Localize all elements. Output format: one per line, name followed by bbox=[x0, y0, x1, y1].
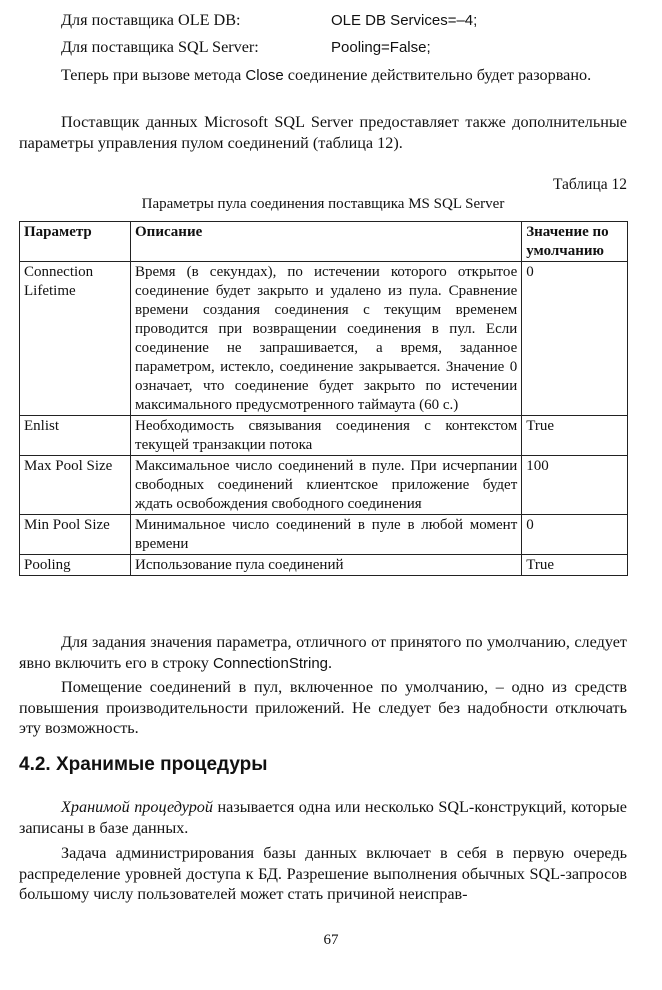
param-cell: Min Pool Size bbox=[20, 515, 131, 555]
param-cell: Pooling bbox=[20, 555, 131, 576]
intro-paragraph: Поставщик данных Microsoft SQL Server предоставляет также дополнительные параметры управления пулом соединений (таблица 12). bbox=[19, 113, 627, 152]
default-cell: 0 bbox=[522, 515, 628, 555]
table-row bbox=[20, 416, 628, 456]
header-param: Параметр bbox=[20, 222, 131, 262]
table-row bbox=[20, 515, 628, 555]
desc-cell: Время (в секундах), по истечении которого открытое соединение будет закрыто и удалено из пула. Сравнение времени создания соединения с текущим временем проводится при возвращении соединения в пул. Если соединение не запрашивается, а время, заданное параметром, истекло, соединение закрывается. Значение 0 означает, что соединение будет закрыто по истечении максимального предусмотренного таймаута (60 с.) bbox=[131, 262, 522, 416]
param-cell: Connection Lifetime bbox=[20, 262, 131, 416]
table-row bbox=[20, 555, 628, 576]
table-row bbox=[20, 456, 628, 515]
header-desc: Описание bbox=[131, 222, 522, 262]
param-cell: Enlist bbox=[20, 416, 131, 456]
table-number: Таблица 12 bbox=[552, 176, 627, 193]
table-header-row bbox=[20, 222, 628, 262]
connection-string-paragraph: Для задания значения параметра, отличного от принятого по умолчанию, следует явно включить его в строку ConnectionString. bbox=[19, 633, 627, 672]
desc-cell: Максимальное число соединений в пуле. При исчерпании свободных соединений клиентское приложение будет ждать освобождения свободного соединения bbox=[131, 456, 522, 515]
table-row bbox=[20, 262, 628, 416]
admin-paragraph: Задача администрирования базы данных включает в себя в первую очередь распределение уровней доступа к БД. Разрешение выполнения обычных SQL-запросов большому числу пользователей может стать причиной неисправ- bbox=[19, 844, 627, 903]
connection-string-code: ConnectionString bbox=[212, 654, 329, 672]
param-cell: Max Pool Size bbox=[20, 456, 131, 515]
default-cell: 0 bbox=[522, 262, 628, 416]
default-cell: True bbox=[522, 416, 628, 456]
page-number: 67 bbox=[323, 932, 339, 948]
default-cell: 100 bbox=[522, 456, 628, 515]
default-cell: True bbox=[522, 555, 628, 576]
pooling-paragraph: Помещение соединений в пул, включенное по умолчанию, – одно из средств повышения производительности приложений. Не следует без надобности отключать эту возможность. bbox=[19, 678, 627, 737]
stored-procedure-definition: Хранимой процедурой называется одна или несколько SQL-конструкций, которые записаны в базе данных. bbox=[19, 798, 627, 837]
desc-cell: Минимальное число соединений в пуле в любой момент времени bbox=[131, 515, 522, 555]
ole-provider-value: OLE DB Services=–4; bbox=[331, 12, 478, 29]
desc-cell: Необходимость связывания соединения с контекстом текущей транзакции потока bbox=[131, 416, 522, 456]
pool-parameters-table bbox=[19, 221, 628, 576]
section-heading: 4.2. Хранимые процедуры bbox=[19, 754, 268, 775]
header-default: Значение по умолчанию bbox=[522, 222, 628, 262]
sql-provider-value: Pooling=False; bbox=[331, 39, 431, 56]
ole-provider-label: Для поставщика OLE DB: bbox=[61, 11, 241, 29]
close-paragraph: Теперь при вызове метода Close соединение действительно будет разорвано. bbox=[61, 66, 592, 84]
table-caption: Параметры пула соединения поставщика MS SQL Server bbox=[141, 196, 505, 212]
sql-provider-label: Для поставщика SQL Server: bbox=[61, 38, 259, 56]
close-code: Close bbox=[245, 67, 284, 84]
desc-cell: Использование пула соединений bbox=[131, 555, 522, 576]
stored-procedure-term: Хранимой процедурой bbox=[61, 798, 213, 816]
